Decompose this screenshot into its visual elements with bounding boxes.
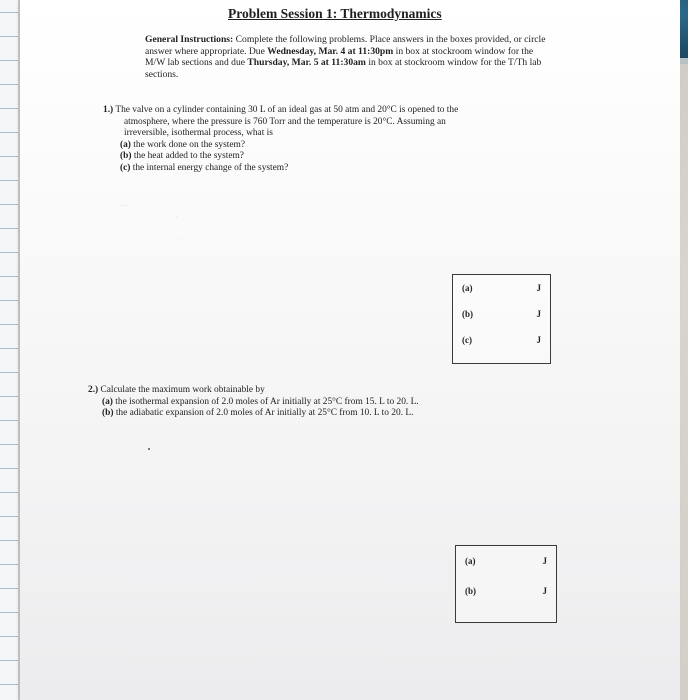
answer-unit: J — [536, 309, 541, 319]
general-instructions — [145, 34, 555, 80]
show-through-mark: · — [180, 232, 183, 242]
answer-unit: J — [542, 586, 547, 596]
question-1 — [103, 105, 553, 174]
part-letter: (a) — [120, 139, 131, 150]
question-2 — [88, 385, 558, 420]
instructions-text: in box at stockroom window for the M/W lab sections and due — [145, 45, 534, 69]
part-letter: (b) — [120, 151, 132, 161]
answer-row-a[interactable] — [462, 283, 541, 293]
answer-label: (a) — [462, 283, 473, 293]
answer-label: (b) — [462, 309, 473, 319]
due-date-mw: Wednesday, Mar. 4 at 11:30pm — [267, 45, 394, 57]
answer-unit: J — [542, 556, 547, 566]
part-text: the isothermal expansion of 2.0 moles of Ar initially at 25°C from 15. L to 20. L. — [112, 396, 419, 407]
show-through-mark: ⋯ — [120, 200, 129, 210]
part-letter: (b) — [102, 408, 114, 418]
question-text: atmosphere, where the pressure is 760 Torr and the temperature is 20°C. Assuming an — [124, 116, 446, 127]
answer-row-b[interactable] — [462, 309, 541, 319]
question-number: 2.) — [88, 385, 99, 395]
question-number: 1.) — [103, 105, 114, 115]
instructions-label: General Instructions: — [145, 34, 234, 45]
part-text: the work done on the system? — [130, 139, 245, 150]
question-text: The valve on a cylinder containing 30 L of an ideal gas at 50 atm and 20°C is opened to the — [115, 105, 459, 115]
answer-box-q1[interactable] — [452, 274, 551, 364]
question-part — [103, 163, 553, 175]
part-text: the internal energy change of the system? — [130, 162, 289, 173]
answer-row-a[interactable] — [465, 556, 547, 566]
question-part — [88, 397, 558, 409]
question-part — [103, 151, 553, 163]
answer-row-c[interactable] — [462, 335, 541, 345]
part-text: the heat added to the system? — [131, 151, 244, 161]
answer-label: (c) — [462, 335, 472, 345]
part-letter: (c) — [120, 162, 131, 173]
show-through-mark: · — [175, 212, 178, 222]
answer-label: (b) — [465, 586, 476, 596]
answer-label: (a) — [465, 556, 476, 566]
instructions-text: in box at stockroom window for the T/Th lab sections. — [145, 57, 542, 80]
answer-unit: J — [536, 335, 541, 345]
answer-box-q2[interactable] — [455, 545, 557, 623]
answer-unit: J — [536, 283, 541, 293]
answer-row-b[interactable] — [465, 586, 547, 596]
due-date-tth: Thursday, Mar. 5 at 11:30am — [247, 57, 366, 69]
page-title: Problem Session 1: Thermodynamics — [228, 6, 442, 21]
question-text: Calculate the maximum work obtainable by — [100, 385, 265, 395]
question-text: irreversible, isothermal process, what is — [124, 128, 273, 138]
part-letter: (a) — [102, 396, 113, 407]
question-part — [103, 140, 553, 152]
part-text: the adiabatic expansion of 2.0 moles of Ar initially at 25°C from 10. L to 20. L. — [113, 408, 414, 418]
instructions-text: Complete the following problems. Place answers in the boxes provided, or circle answer where appropriate. Due — [145, 34, 546, 57]
pencil-mark — [148, 448, 150, 450]
question-part — [88, 408, 558, 420]
